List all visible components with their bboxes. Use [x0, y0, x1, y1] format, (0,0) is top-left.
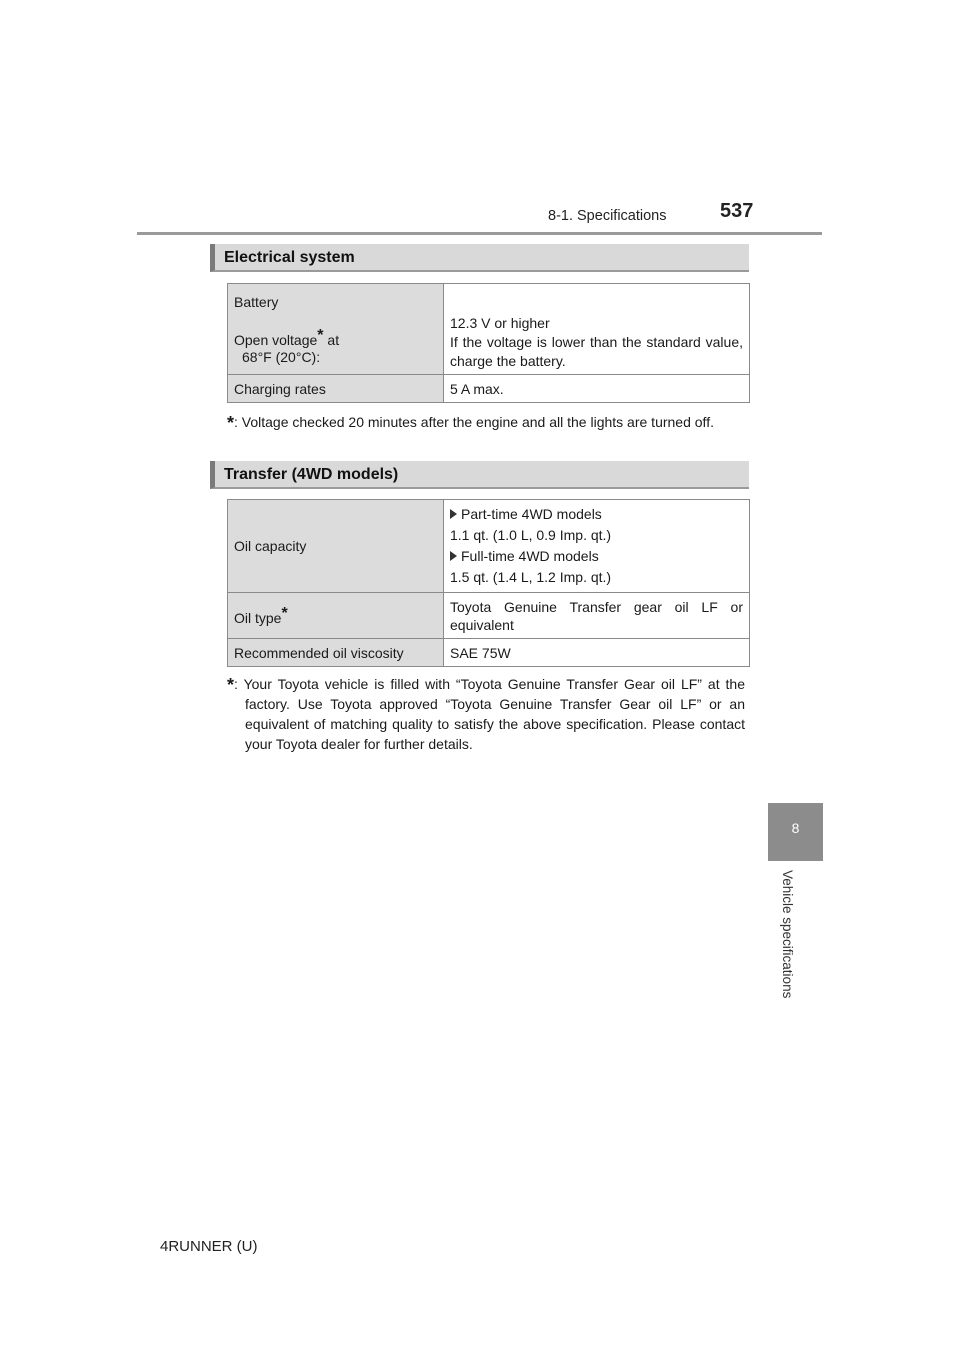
viscosity-label: Recommended oil viscosity	[228, 639, 444, 667]
table-row	[228, 500, 750, 593]
battery-voltage-value: 12.3 V or higher	[450, 314, 550, 331]
battery-label: Battery	[234, 293, 279, 310]
electrical-system-title: Electrical system	[210, 244, 749, 272]
header-divider	[137, 232, 822, 235]
battery-label-cell	[228, 284, 444, 375]
oil-type-label: Oil type	[234, 610, 282, 626]
part-time-label: Part-time 4WD models	[461, 506, 602, 522]
section-heading: 8-1. Specifications	[548, 208, 667, 224]
asterisk: *	[317, 326, 324, 344]
charging-rates-label: Charging rates	[228, 375, 444, 403]
oil-capacity-value-cell	[444, 500, 750, 593]
viscosity-value: SAE 75W	[444, 639, 750, 667]
temperature-label: 68°F (20°C):	[242, 348, 321, 365]
at-text: at	[327, 331, 340, 348]
table-row	[228, 593, 750, 639]
battery-value-cell	[444, 284, 750, 375]
transfer-footnote: *: Your Toyota vehicle is filled with “Toyota Genuine Transfer Gear oil LF” at the factory. Use Toyota approved “Toyota Genuine Transfer Gear oil LF” or an equivalent of matching quality to satisfy the above specification. Please contact your Toyota dealer for further details.	[227, 675, 745, 752]
bullet-triangle-icon	[450, 551, 457, 561]
table-row	[228, 284, 750, 375]
asterisk: *	[281, 605, 288, 622]
oil-type-label-cell	[228, 593, 444, 639]
electrical-spec-table	[227, 283, 750, 403]
asterisk: *	[227, 675, 235, 695]
oil-type-value: Toyota Genuine Transfer gear oil LF or equivalent	[444, 593, 750, 639]
electrical-footnote: *: Voltage checked 20 minutes after the engine and all the lights are turned off.	[227, 413, 714, 433]
table-row	[228, 375, 750, 403]
page-number: 537	[720, 200, 754, 222]
open-voltage-label: Open voltage	[234, 331, 318, 348]
bullet-triangle-icon	[450, 509, 457, 519]
asterisk: *	[227, 413, 235, 433]
full-time-label: Full-time 4WD models	[461, 548, 599, 564]
model-footer: 4RUNNER (U)	[160, 1238, 258, 1255]
chapter-label: Vehicle specifications	[780, 870, 795, 999]
table-row	[228, 639, 750, 667]
full-time-value: 1.5 qt. (1.4 L, 1.2 Imp. qt.)	[450, 569, 612, 585]
part-time-value: 1.1 qt. (1.0 L, 0.9 Imp. qt.)	[450, 527, 612, 543]
transfer-spec-table	[227, 499, 750, 667]
oil-capacity-label: Oil capacity	[228, 500, 444, 593]
chapter-number: 8	[791, 820, 800, 836]
battery-voltage-note: If the voltage is lower than the standard value, charge the battery.	[450, 333, 743, 369]
charging-rates-value: 5 A max.	[444, 375, 750, 403]
transfer-title: Transfer (4WD models)	[210, 461, 749, 489]
